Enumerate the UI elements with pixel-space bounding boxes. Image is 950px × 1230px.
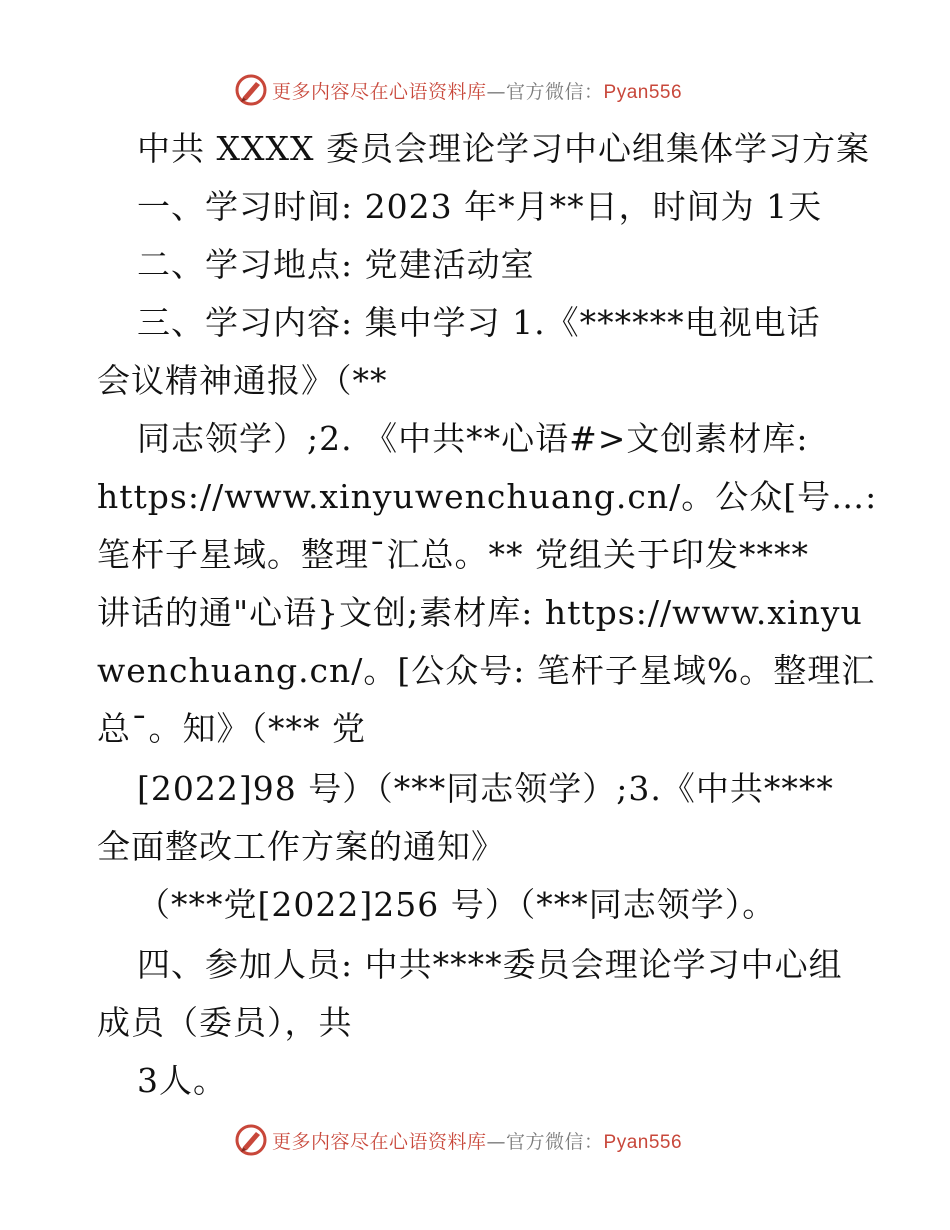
- text-line: 同志领学）;2. 《中共**心语#>文创素材库:: [137, 419, 809, 458]
- watermark-label: —官方微信：: [486, 1130, 604, 1153]
- text-line: 笔杆子星域。整理¯汇总。** 党组关于印发****: [97, 535, 809, 574]
- watermark-label: —官方微信：: [486, 80, 604, 103]
- text-line: 四、参加人员: 中共****委员会理论学习中心组: [137, 945, 843, 984]
- text-line: https://www.xinyuwenchuang.cn/。公众[号…:: [97, 477, 878, 516]
- text-line: 三、学习内容: 集中学习 1.《******电视电话: [137, 303, 821, 342]
- text-line: 全面整改工作方案的通知》: [97, 827, 505, 866]
- text-line: 讲话的通"心语}文创;素材库: https://www.xinyu: [97, 593, 863, 632]
- watermark-account: Pyan556: [603, 1131, 683, 1153]
- watermark-banner-top: [234, 72, 734, 108]
- watermark-title: 更多内容尽在心语资料库: [272, 1130, 487, 1153]
- text-line: 一、学习时间: 2023 年*月**日，时间为 1天: [137, 187, 823, 226]
- text-line: 二、学习地点: 党建活动室: [137, 245, 535, 284]
- text-line: 会议精神通报》（**: [97, 361, 388, 400]
- pen-logo-icon: [234, 1123, 268, 1157]
- text-line: 成员（委员），共: [97, 1003, 353, 1042]
- watermark-account: Pyan556: [603, 81, 683, 103]
- watermark-banner-bottom: [234, 1122, 734, 1158]
- text-line: [2022]98 号）（***同志领学）;3.《中共****: [137, 769, 834, 808]
- text-line: 3人。: [137, 1061, 227, 1100]
- text-line: （***党[2022]256 号）（***同志领学）。: [137, 885, 777, 924]
- document-title: 中共 XXXX 委员会理论学习中心组集体学习方案: [137, 129, 870, 168]
- text-line: 总¯。知》（*** 党: [97, 709, 366, 748]
- text-line: wenchuang.cn/。[公众号: 笔杆子星域%。整理汇: [97, 651, 876, 690]
- pen-logo-icon: [234, 73, 268, 107]
- watermark-title: 更多内容尽在心语资料库: [272, 80, 487, 103]
